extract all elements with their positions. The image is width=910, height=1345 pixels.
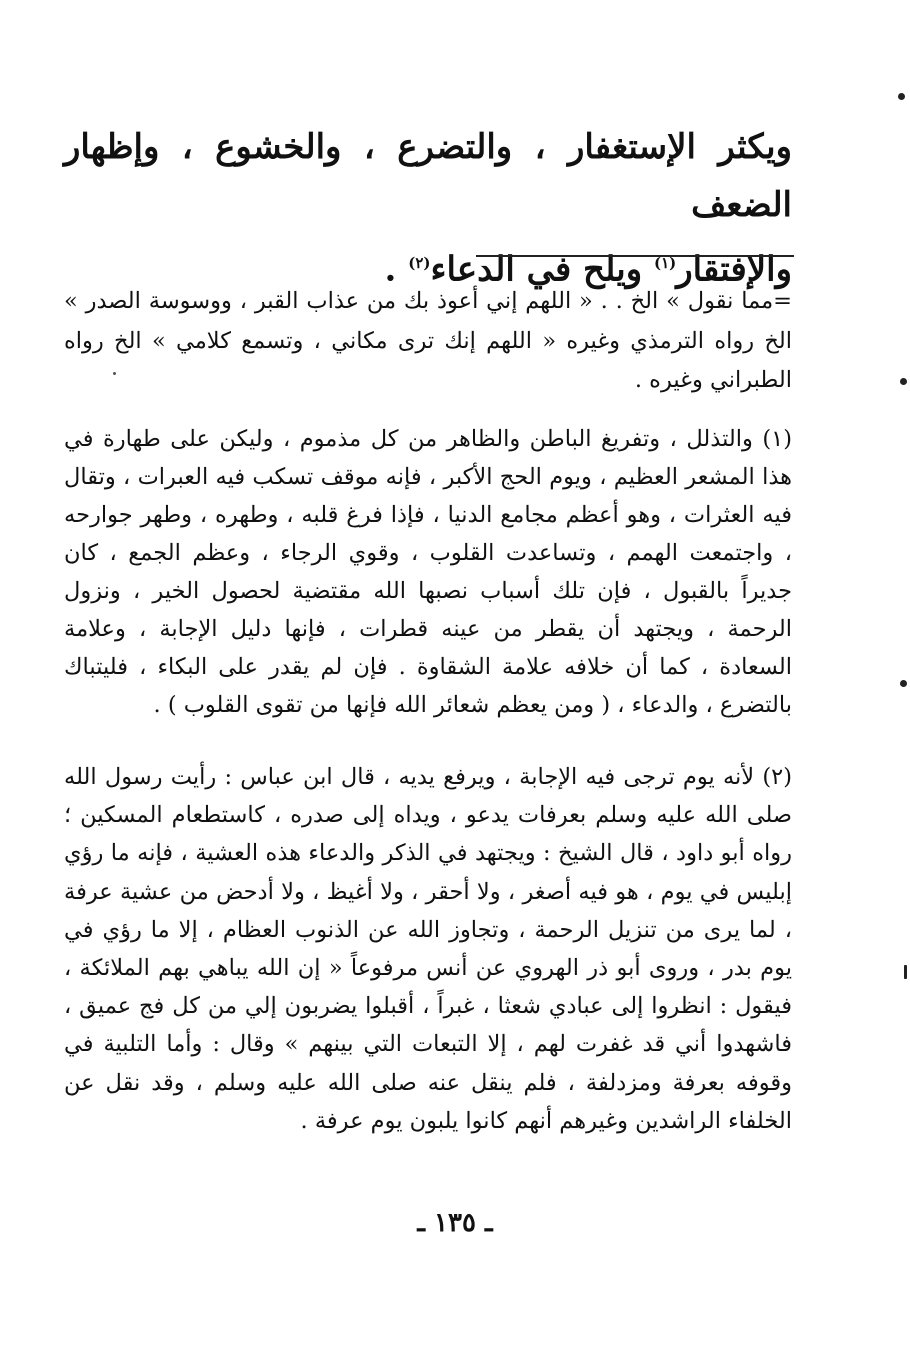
footnote-1 — [64, 420, 792, 724]
scan-margin-mark — [900, 378, 907, 385]
footnote-divider — [476, 255, 794, 257]
main-text-phrase-dua: ويلح في الدعاء — [430, 249, 654, 290]
footnote-reference-2: (٢) — [408, 254, 431, 272]
main-text-period: . — [384, 249, 409, 290]
main-text-word-iftiqar: والإفتقار — [676, 249, 792, 290]
scan-speck — [113, 372, 116, 375]
footnote-continuation — [64, 282, 792, 401]
footnote-2 — [64, 758, 792, 1140]
scan-margin-mark — [900, 680, 907, 687]
scan-margin-mark — [898, 93, 905, 100]
main-text — [64, 118, 792, 298]
page-number: ـ ١٣٥ ـ — [417, 1208, 493, 1238]
footnote-reference-1: (١) — [653, 254, 677, 272]
main-text-line-1: ويكثر الإستغفار ، والتضرع ، والخشوع ، وإظهار الضعف — [64, 127, 792, 225]
footnote-1-text: (١) والتذلل ، وتفريغ الباطن والظاهر من كل مذموم ، وليكن على طهارة في هذا المشعر العظيم ، ويوم الحج الأكبر ، فإنه موقف تسكب فيه العبرات ، وتقال فيه العثرات ، وهو أعظم مجامع الدنيا ، فإذا فرغ قلبه ، وطهره ، وطهر جوارحه ، واجتمعت الهمم ، وتساعدت القلوب ، وقوي الرجاء ، وعظم الجمع ، كان جديراً بالقبول ، فإن تلك أسباب نصبها الله مقتضية لحصول الخير ، ونزول الرحمة ، ويجتهد أن يقطر من عينه قطرات ، فإنها دليل الإجابة ، وعلامة السعادة ، كما أن خلافه علامة الشقاوة . فإن لم يقدر على البكاء ، فليتباك بالتضرع ، والدعاء ، ( ومن يعظم شعائر الله فإنها من تقوى القلوب ) . — [64, 426, 792, 718]
footnote-2-text: (٢) لأنه يوم ترجى فيه الإجابة ، ويرفع يديه ، قال ابن عباس : رأيت رسول الله صلى الله عليه وسلم بعرفات يدعو ، ويداه إلى صدره ، كاستطعام المسكين ؛ رواه أبو داود ، قال الشيخ : ويجتهد في الذكر والدعاء هذه العشية ، فإنه ما رؤي إبليس في يوم ، هو فيه أصغر ، ولا أحقر ، ولا أغيظ ، ولا أدحض من عشية عرفة ، لما يرى من تنزيل الرحمة ، وتجاوز الله عن الذنوب العظام ، إلا ما رؤي في يوم بدر ، وروى أبو ذر الهروي عن أنس مرفوعاً « إن الله يباهي بهم الملائكة ، فيقول : انظروا إلى عبادي شعثا ، غبراً ، أقبلوا يضربون إلي من كل فج عميق ، فاشهدوا أني قد غفرت لهم ، إلا التبعات التي بينهم » وقال : وأما التلبية في وقوفه بعرفة ومزدلفة ، فلم ينقل عنه صلى الله عليه وسلم ، وقد نقل عن الخلفاء الراشدين وغيرهم أنهم كانوا يلبون يوم عرفة . — [64, 764, 792, 1134]
footnote-continuation-text: =مما نقول » الخ . . « اللهم إني أعوذ بك من عذاب القبر ، ووسوسة الصدر » الخ رواه الترمذي وغيره « اللهم إنك ترى مكاني ، وتسمع كلامي » الخ رواه الطبراني وغيره . — [64, 288, 792, 393]
scan-margin-mark — [904, 965, 907, 979]
